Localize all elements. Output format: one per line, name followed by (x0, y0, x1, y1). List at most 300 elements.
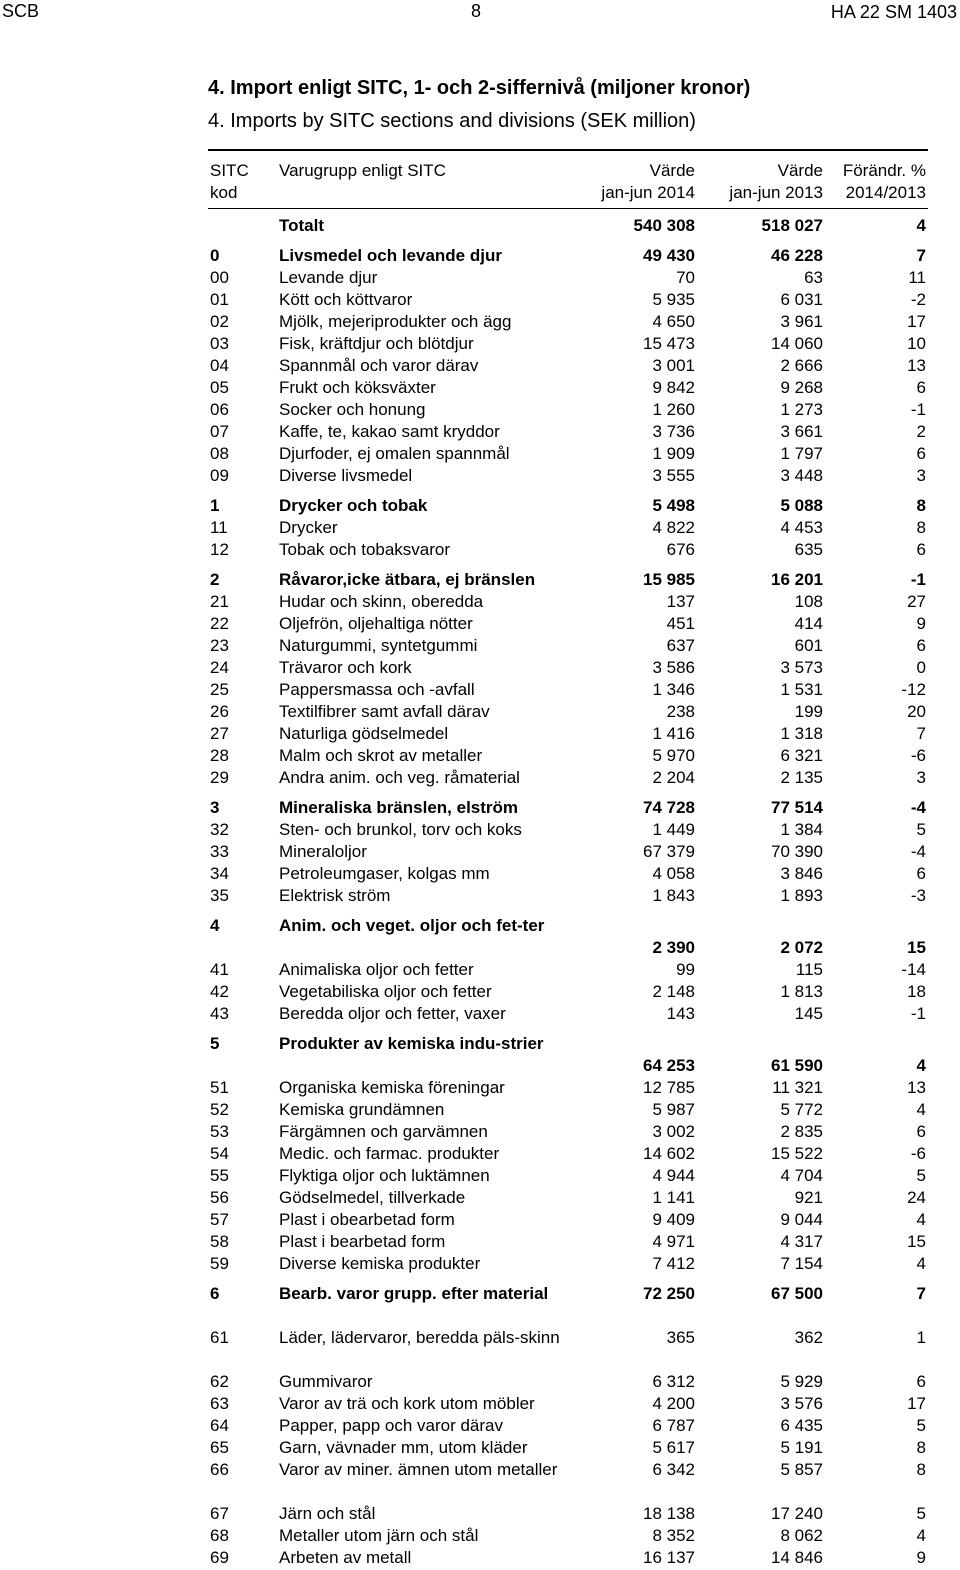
sitc-code: 24 (210, 658, 229, 677)
table-row (0, 1393, 960, 1415)
value-2014: 5 498 (652, 496, 695, 515)
product-group: Djurfoder, ej omalen spannmål (279, 444, 510, 463)
table-row-section (0, 1033, 960, 1077)
table-row (0, 311, 960, 333)
value-2013: 9 044 (780, 1210, 823, 1229)
value-2014: 74 728 (643, 798, 695, 817)
product-group: Mjölk, mejeriprodukter och ägg (279, 312, 512, 331)
value-2014: 9 842 (652, 378, 695, 397)
value-2014: 365 (666, 1328, 695, 1347)
value-2013: 2 135 (780, 768, 823, 787)
value-2013: 16 201 (771, 570, 823, 589)
sitc-code: 2 (210, 570, 220, 589)
value-2014: 67 379 (643, 842, 695, 861)
product-group: Gummivaror (279, 1372, 373, 1391)
product-group: Naturliga gödselmedel (279, 724, 449, 743)
report-id: HA 22 SM 1403 (830, 2, 957, 22)
value-2014: 9 409 (652, 1210, 695, 1229)
table-row (0, 613, 960, 635)
col-value-2013-label: Värde (777, 161, 823, 180)
change-percent: 6 (916, 444, 926, 463)
value-2014: 4 650 (652, 312, 695, 331)
change-percent: 6 (916, 636, 926, 655)
product-group: Färgämnen och garvämnen (279, 1122, 488, 1141)
product-group: Malm och skrot av metaller (279, 746, 483, 765)
table-row (0, 1209, 960, 1231)
value-2013: 61 590 (771, 1056, 823, 1075)
value-2014: 1 260 (652, 400, 695, 419)
value-2013: 70 390 (771, 842, 823, 861)
value-2014: 99 (676, 960, 695, 979)
product-group: Levande djur (279, 268, 378, 287)
product-group: Socker och honung (279, 400, 426, 419)
sitc-code: 56 (210, 1188, 229, 1207)
change-percent: 13 (907, 356, 926, 375)
value-2013: 3 448 (780, 466, 823, 485)
change-percent: -4 (910, 842, 926, 861)
change-percent: -1 (910, 400, 926, 419)
value-2014: 16 137 (643, 1548, 695, 1567)
value-2014: 5 935 (652, 290, 695, 309)
change-percent: 20 (907, 702, 926, 721)
sitc-code: 68 (210, 1526, 229, 1545)
change-percent: -6 (910, 746, 926, 765)
product-group: Beredda oljor och fetter, vaxer (279, 1004, 506, 1023)
product-group: Läder, lädervaror, beredda päls-skinn (279, 1328, 560, 1347)
change-percent: 7 (916, 1284, 926, 1303)
value-2014: 18 138 (643, 1504, 695, 1523)
table-row (0, 885, 960, 907)
sitc-code: 5 (210, 1034, 220, 1053)
header-bottom-rule (208, 208, 928, 209)
value-2014: 3 001 (652, 356, 695, 375)
sitc-code: 34 (210, 864, 229, 883)
table-row (0, 679, 960, 701)
value-2013: 9 268 (780, 378, 823, 397)
sitc-code: 29 (210, 768, 229, 787)
product-group: Bearb. varor grupp. efter material (279, 1284, 549, 1303)
value-2013: 3 961 (780, 312, 823, 331)
value-2013: 8 062 (780, 1526, 823, 1545)
value-2013: 518 027 (761, 216, 823, 235)
change-percent: 5 (916, 820, 926, 839)
sitc-code: 62 (210, 1372, 229, 1391)
table-row (0, 1371, 960, 1393)
value-2014: 49 430 (643, 246, 695, 265)
value-2013: 77 514 (771, 798, 823, 817)
value-2014: 4 971 (652, 1232, 695, 1251)
col-code-label-2: kod (210, 183, 238, 202)
table-row (0, 1503, 960, 1525)
table-row (0, 1253, 960, 1275)
value-2014: 137 (666, 592, 695, 611)
product-group: Oljefrön, oljehaltiga nötter (279, 614, 473, 633)
value-2014: 3 736 (652, 422, 695, 441)
table-row (0, 1143, 960, 1165)
value-2014: 143 (666, 1004, 695, 1023)
table-row (0, 1187, 960, 1209)
product-group: Garn, vävnader mm, utom kläder (279, 1438, 528, 1457)
col-value-2014-label: Värde (649, 161, 695, 180)
value-2013: 46 228 (771, 246, 823, 265)
table-row-section (0, 245, 960, 267)
sitc-code: 57 (210, 1210, 229, 1229)
page-header (0, 0, 960, 26)
product-group: Organiska kemiska föreningar (279, 1078, 505, 1097)
table-row-section (0, 1283, 960, 1327)
value-2014: 72 250 (643, 1284, 695, 1303)
sitc-code: 4 (210, 916, 220, 935)
value-2013: 11 321 (772, 1078, 823, 1097)
sitc-code: 43 (210, 1004, 229, 1023)
value-2014: 1 843 (652, 886, 695, 905)
table-row (0, 981, 960, 1003)
change-percent: 6 (916, 540, 926, 559)
value-2014: 676 (666, 540, 695, 559)
page-number: 8 (471, 1, 482, 21)
product-group: Animaliska oljor och fetter (279, 960, 474, 979)
sitc-code: 65 (210, 1438, 229, 1457)
value-2013: 2 835 (780, 1122, 823, 1141)
sitc-code: 67 (210, 1504, 229, 1523)
value-2013: 6 321 (780, 746, 823, 765)
change-percent: 13 (907, 1078, 926, 1097)
sitc-code: 07 (210, 422, 229, 441)
value-2014: 64 253 (643, 1056, 695, 1075)
product-group: Drycker (279, 518, 338, 537)
value-2013: 14 060 (771, 334, 823, 353)
change-percent: -1 (910, 1004, 926, 1023)
value-2013: 3 576 (780, 1394, 823, 1413)
sitc-code: 42 (210, 982, 229, 1001)
sitc-code: 1 (210, 496, 220, 515)
table-row (0, 635, 960, 657)
col-change-label: Förändr. % (842, 161, 926, 180)
sitc-code: 41 (210, 960, 229, 979)
value-2013: 1 318 (780, 724, 823, 743)
change-percent: 6 (916, 378, 926, 397)
table-row (0, 591, 960, 613)
table-row (0, 863, 960, 885)
sitc-code: 09 (210, 466, 229, 485)
change-percent: -6 (910, 1144, 926, 1163)
table-row (0, 1459, 960, 1503)
product-group: Kemiska grundämnen (279, 1100, 445, 1119)
value-2014: 12 785 (643, 1078, 695, 1097)
table-row (0, 267, 960, 289)
change-percent: -4 (910, 798, 926, 817)
product-group: Metaller utom järn och stål (279, 1526, 479, 1545)
product-group: Diverse livsmedel (279, 466, 413, 485)
change-percent: 4 (916, 216, 926, 235)
sitc-code: 02 (210, 312, 229, 331)
col-name-label: Varugrupp enligt SITC (279, 161, 446, 180)
value-2014: 238 (666, 702, 695, 721)
value-2014: 4 822 (652, 518, 695, 537)
value-2013: 601 (794, 636, 823, 655)
value-2014: 2 148 (652, 982, 695, 1001)
table-row (0, 1077, 960, 1099)
product-group: Kött och köttvaror (279, 290, 413, 309)
product-group: Textilfibrer samt avfall därav (279, 702, 490, 721)
col-value-2014-period: jan-jun 2014 (601, 183, 695, 202)
product-group: Pappersmassa och -avfall (279, 680, 475, 699)
sitc-code: 05 (210, 378, 229, 397)
sitc-code: 64 (210, 1416, 229, 1435)
product-group: Frukt och köksväxter (279, 378, 436, 397)
change-percent: 24 (907, 1188, 926, 1207)
value-2014: 2 204 (652, 768, 695, 787)
value-2013: 362 (794, 1328, 823, 1347)
title-swedish: 4. Import enligt SITC, 1- och 2-siffernivå (miljoner kronor) (208, 77, 751, 99)
table-row (0, 701, 960, 723)
value-2013: 4 317 (780, 1232, 823, 1251)
table-row-section (0, 215, 960, 237)
value-2014: 5 987 (652, 1100, 695, 1119)
table-row (0, 1437, 960, 1459)
change-percent: 15 (907, 1232, 926, 1251)
value-2014: 3 002 (652, 1122, 695, 1141)
sitc-code: 0 (210, 246, 220, 265)
value-2013: 15 522 (771, 1144, 823, 1163)
value-2014: 5 617 (652, 1438, 695, 1457)
col-change-period: 2014/2013 (845, 183, 926, 202)
table-row (0, 959, 960, 981)
value-2014: 70 (676, 268, 695, 287)
change-percent: 4 (916, 1056, 926, 1075)
sitc-code: 26 (210, 702, 229, 721)
product-group: Livsmedel och levande djur (279, 246, 502, 265)
change-percent: 17 (907, 312, 926, 331)
sitc-code: 51 (210, 1078, 229, 1097)
table-row (0, 1121, 960, 1143)
value-2013: 14 846 (771, 1548, 823, 1567)
product-group: Hudar och skinn, oberedda (279, 592, 484, 611)
value-2013: 6 031 (780, 290, 823, 309)
value-2014: 1 909 (652, 444, 695, 463)
sitc-code: 59 (210, 1254, 229, 1273)
value-2013: 414 (794, 614, 823, 633)
change-percent: -2 (910, 290, 926, 309)
value-2014: 4 058 (652, 864, 695, 883)
value-2013: 115 (795, 960, 823, 979)
value-2013: 5 857 (780, 1460, 823, 1479)
change-percent: 18 (907, 982, 926, 1001)
table-row (0, 377, 960, 399)
value-2013: 921 (794, 1188, 823, 1207)
sitc-code: 25 (210, 680, 229, 699)
product-group: Varor av trä och kork utom möbler (279, 1394, 535, 1413)
change-percent: 8 (916, 518, 926, 537)
value-2014: 4 944 (652, 1166, 695, 1185)
change-percent: 1 (916, 1328, 926, 1347)
change-percent: 9 (916, 1548, 926, 1567)
table-row (0, 1003, 960, 1025)
change-percent: 6 (916, 1372, 926, 1391)
sitc-code: 32 (210, 820, 229, 839)
product-group: Naturgummi, syntetgummi (279, 636, 478, 655)
sitc-code: 66 (210, 1460, 229, 1479)
table-row (0, 333, 960, 355)
change-percent: 7 (916, 724, 926, 743)
value-2013: 6 435 (780, 1416, 823, 1435)
value-2013: 5 088 (780, 496, 823, 515)
value-2014: 1 416 (652, 724, 695, 743)
product-group: Flyktiga oljor och luktämnen (279, 1166, 490, 1185)
change-percent: 27 (907, 592, 926, 611)
change-percent: 8 (916, 496, 926, 515)
sitc-code: 54 (210, 1144, 229, 1163)
value-2014: 8 352 (652, 1526, 695, 1545)
value-2014: 540 308 (633, 216, 695, 235)
sitc-code: 23 (210, 636, 229, 655)
table-row (0, 841, 960, 863)
value-2013: 2 666 (780, 356, 823, 375)
sitc-code: 61 (210, 1328, 229, 1347)
product-group: Anim. och veget. oljor och fet-ter (279, 916, 545, 935)
value-2014: 15 473 (643, 334, 695, 353)
change-percent: 15 (907, 938, 926, 957)
value-2014: 3 555 (652, 466, 695, 485)
value-2013: 5 929 (780, 1372, 823, 1391)
value-2013: 1 813 (780, 982, 823, 1001)
sitc-code: 69 (210, 1548, 229, 1567)
product-group: Medic. och farmac. produkter (279, 1144, 500, 1163)
value-2014: 15 985 (643, 570, 695, 589)
table-row-section (0, 797, 960, 819)
value-2013: 3 573 (780, 658, 823, 677)
product-group: Tobak och tobaksvaror (279, 540, 451, 559)
change-percent: -12 (901, 680, 926, 699)
value-2013: 3 661 (780, 422, 823, 441)
table-row (0, 1525, 960, 1547)
change-percent: 4 (916, 1100, 926, 1119)
change-percent: 5 (916, 1416, 926, 1435)
sitc-code: 3 (210, 798, 220, 817)
change-percent: 9 (916, 614, 926, 633)
table-row-section (0, 495, 960, 517)
value-2013: 108 (794, 592, 823, 611)
value-2014: 637 (666, 636, 695, 655)
product-group: Mineraloljor (279, 842, 367, 861)
sitc-code: 52 (210, 1100, 229, 1119)
table-row (0, 723, 960, 745)
change-percent: -3 (910, 886, 926, 905)
product-group: Diverse kemiska produkter (279, 1254, 481, 1273)
sitc-code: 58 (210, 1232, 229, 1251)
value-2013: 2 072 (780, 938, 823, 957)
table-row (0, 421, 960, 443)
change-percent: 17 (907, 1394, 926, 1413)
change-percent: 6 (916, 1122, 926, 1141)
value-2013: 3 846 (780, 864, 823, 883)
table-row (0, 1415, 960, 1437)
product-group: Plast i obearbetad form (279, 1210, 455, 1229)
sitc-code: 22 (210, 614, 229, 633)
table-row-section (0, 569, 960, 591)
table-row (0, 1099, 960, 1121)
change-percent: 0 (916, 658, 926, 677)
sitc-code: 06 (210, 400, 229, 419)
table-row (0, 1327, 960, 1371)
sitc-code: 63 (210, 1394, 229, 1413)
product-group: Papper, papp och varor därav (279, 1416, 503, 1435)
value-2014: 2 390 (652, 938, 695, 957)
value-2013: 5 772 (780, 1100, 823, 1119)
product-group: Mineraliska bränslen, elström (279, 798, 519, 817)
table-row (0, 539, 960, 561)
col-code-label: SITC (210, 161, 249, 180)
product-group: Kaffe, te, kakao samt kryddor (279, 422, 500, 441)
table-row (0, 465, 960, 487)
value-2014: 6 787 (652, 1416, 695, 1435)
publisher-label: SCB (2, 1, 40, 21)
product-group: Trävaror och kork (279, 658, 412, 677)
table-row (0, 517, 960, 539)
table-top-rule (208, 149, 928, 151)
change-percent: 4 (916, 1210, 926, 1229)
value-2014: 1 141 (652, 1188, 695, 1207)
table-row (0, 767, 960, 789)
product-group: Produkter av kemiska indu-strier (279, 1034, 544, 1053)
change-percent: 8 (916, 1460, 926, 1479)
product-group: Vegetabiliska oljor och fetter (279, 982, 492, 1001)
change-percent: 2 (916, 422, 926, 441)
value-2013: 63 (804, 268, 823, 287)
table-row-section (0, 915, 960, 959)
change-percent: 8 (916, 1438, 926, 1457)
value-2013: 635 (794, 540, 823, 559)
sitc-code: 12 (210, 540, 229, 559)
sitc-import-table (0, 215, 960, 1569)
product-group: Drycker och tobak (279, 496, 428, 515)
value-2014: 3 586 (652, 658, 695, 677)
value-2014: 451 (666, 614, 695, 633)
change-percent: 4 (916, 1526, 926, 1545)
value-2013: 5 191 (780, 1438, 823, 1457)
sitc-code: 27 (210, 724, 229, 743)
table-row (0, 1231, 960, 1253)
sitc-code: 01 (210, 290, 229, 309)
sitc-code: 21 (210, 592, 229, 611)
table-row (0, 443, 960, 465)
change-percent: 5 (916, 1166, 926, 1185)
value-2013: 7 154 (780, 1254, 823, 1273)
change-percent: 3 (916, 768, 926, 787)
table-row (0, 657, 960, 679)
value-2013: 67 500 (771, 1284, 823, 1303)
product-group: Gödselmedel, tillverkade (279, 1188, 466, 1207)
change-percent: 3 (916, 466, 926, 485)
sitc-code: 03 (210, 334, 229, 353)
value-2014: 7 412 (652, 1254, 695, 1273)
sitc-code: 04 (210, 356, 229, 375)
value-2013: 1 273 (780, 400, 823, 419)
col-value-2013-period: jan-jun 2013 (729, 183, 823, 202)
product-group: Råvaror,icke ätbara, ej bränslen (279, 570, 536, 589)
product-group: Sten- och brunkol, torv och koks (279, 820, 522, 839)
change-percent: 10 (907, 334, 926, 353)
value-2014: 6 342 (652, 1460, 695, 1479)
value-2013: 17 240 (771, 1504, 823, 1523)
table-row (0, 355, 960, 377)
product-group: Fisk, kräftdjur och blötdjur (279, 334, 474, 353)
change-percent: 6 (916, 864, 926, 883)
product-group: Arbeten av metall (279, 1548, 412, 1567)
product-group: Plast i bearbetad form (279, 1232, 446, 1251)
value-2013: 1 797 (780, 444, 823, 463)
sitc-code: 11 (210, 518, 228, 537)
